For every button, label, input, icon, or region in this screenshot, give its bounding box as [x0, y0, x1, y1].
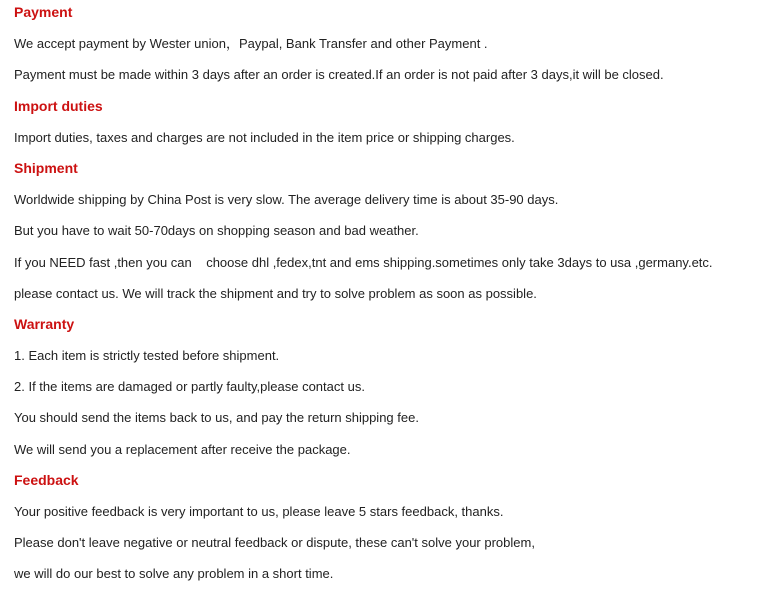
section-heading-payment: Payment [14, 4, 73, 20]
section-heading-feedback: Feedback [14, 471, 79, 488]
warranty-line-1: 1. Each item is strictly tested before shipment. [14, 348, 280, 364]
warranty-line-3: You should send the items back to us, and pay the return shipping fee. [14, 410, 419, 426]
shipment-line-2: But you have to wait 50-70days on shopping season and bad weather. [14, 223, 419, 239]
warranty-line-2: 2. If the items are damaged or partly faulty,please contact us. [14, 379, 365, 395]
shipment-line-3: If you NEED fast ,then you can choose dhl ,fedex,tnt and ems shipping.sometimes only take 3days to usa ,germany.etc. [14, 254, 713, 270]
feedback-line-2: Please don't leave negative or neutral feedback or dispute, these can't solve your problem, [14, 535, 535, 551]
section-heading-warranty: Warranty [14, 315, 75, 332]
warranty-line-4: We will send you a replacement after receive the package. [14, 441, 351, 457]
import-duties-line-1: Import duties, taxes and charges are not included in the item price or shipping charges. [14, 129, 515, 145]
payment-line-2: Payment must be made within 3 days after an order is created.If an order is not paid after 3 days,it will be closed. [14, 67, 664, 83]
feedback-line-3: we will do our best to solve any problem in a short time. [14, 566, 334, 582]
payment-line-1: We accept payment by Wester union，Paypal, Bank Transfer and other Payment . [14, 36, 488, 52]
shipment-line-1: Worldwide shipping by China Post is very slow. The average delivery time is about 35-90 days. [14, 192, 559, 208]
section-heading-shipment: Shipment [14, 159, 78, 176]
section-heading-import-duties: Import duties [14, 97, 103, 114]
shipment-line-4: please contact us. We will track the shipment and try to solve problem as soon as possible. [14, 285, 537, 301]
feedback-line-1: Your positive feedback is very important to us, please leave 5 stars feedback, thanks. [14, 504, 504, 519]
policy-document [14, 0, 774, 592]
